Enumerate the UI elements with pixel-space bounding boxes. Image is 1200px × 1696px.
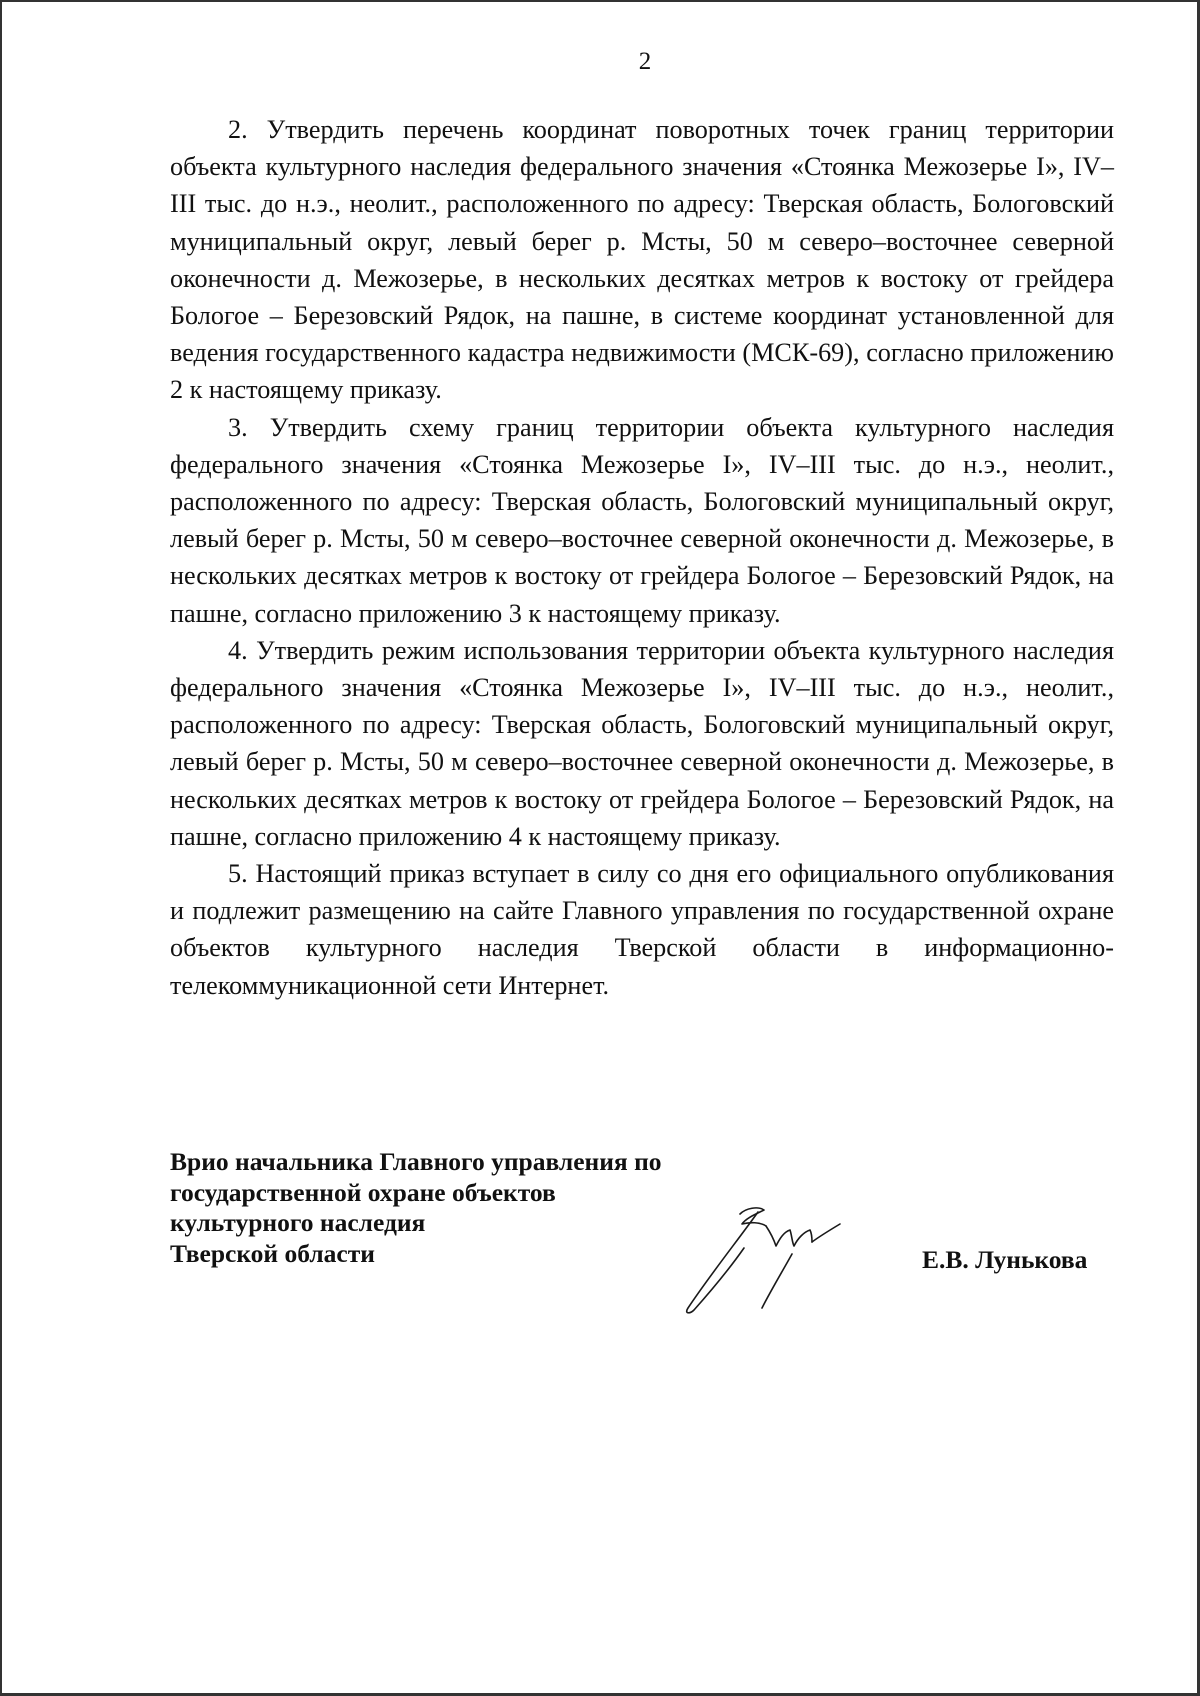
scan-border-top xyxy=(0,0,1200,2)
paragraph-2: 2. Утвердить перечень координат поворотных точек границ территории объекта культурного наследия федерального значения «Стоянка Межозерье I», IV–III тыс. до н.э., неолит., расположенного по адресу: Тверская область, Бологовский муниципальный округ, левый берег р. Мсты, 50 м северо–восточнее северной оконечности д. Межозерье, в нескольких десятках метров к востоку от грейдера Бологое – Березовский Рядок, на пашне, в системе координат установленной для ведения государственного кадастра недвижимости (МСК-69), согласно приложению 2 к настоящему приказу. xyxy=(170,115,1114,405)
handwritten-signature xyxy=(680,1200,855,1320)
paragraph-4: 4. Утвердить режим использования территории объекта культурного наследия федерального значения «Стоянка Межозерье I», IV–III тыс. до н.э., неолит., расположенного по адресу: Тверская область, Бологовский муниципальный округ, левый берег р. Мсты, 50 м северо–восточнее северной оконечности д. Межозерье, в нескольких десятках метров к востоку от грейдера Бологое – Березовский Рядок, на пашне, согласно приложению 4 к настоящему приказу. xyxy=(170,635,1114,851)
document-body xyxy=(170,111,1114,1004)
paragraph-3: 3. Утвердить схему границ территории объекта культурного наследия федерального значения «Стоянка Межозерье I», IV–III тыс. до н.э., неолит., расположенного по адресу: Тверская область, Бологовский муниципальный округ, левый берег р. Мсты, 50 м северо–восточнее северной оконечности д. Межозерье, в нескольких десятках метров к востоку от грейдера Бологое – Березовский Рядок, на пашне, согласно приложению 3 к настоящему приказу. xyxy=(170,412,1114,628)
signatory-title-line: государственной охране объектов xyxy=(170,1177,556,1207)
paragraph-5: 5. Настоящий приказ вступает в силу со дня его официального опубликования и подлежит размещению на сайте Главного управления по государственной охране объектов культурного наследия Тверской области в информационно-телекоммуникационной сети Интернет. xyxy=(170,859,1114,1000)
signatory-title-line: культурного наследия xyxy=(170,1208,426,1237)
signatory-title-line: Тверской области xyxy=(170,1238,375,1268)
signer-name: Е.В. Лунькова xyxy=(922,1245,1088,1274)
signatory-title-line: Врио начальника Главного управления по xyxy=(170,1147,662,1176)
scan-border-left xyxy=(0,0,2,1696)
signatory-title xyxy=(170,1147,662,1269)
page-number: 2 xyxy=(638,48,652,75)
